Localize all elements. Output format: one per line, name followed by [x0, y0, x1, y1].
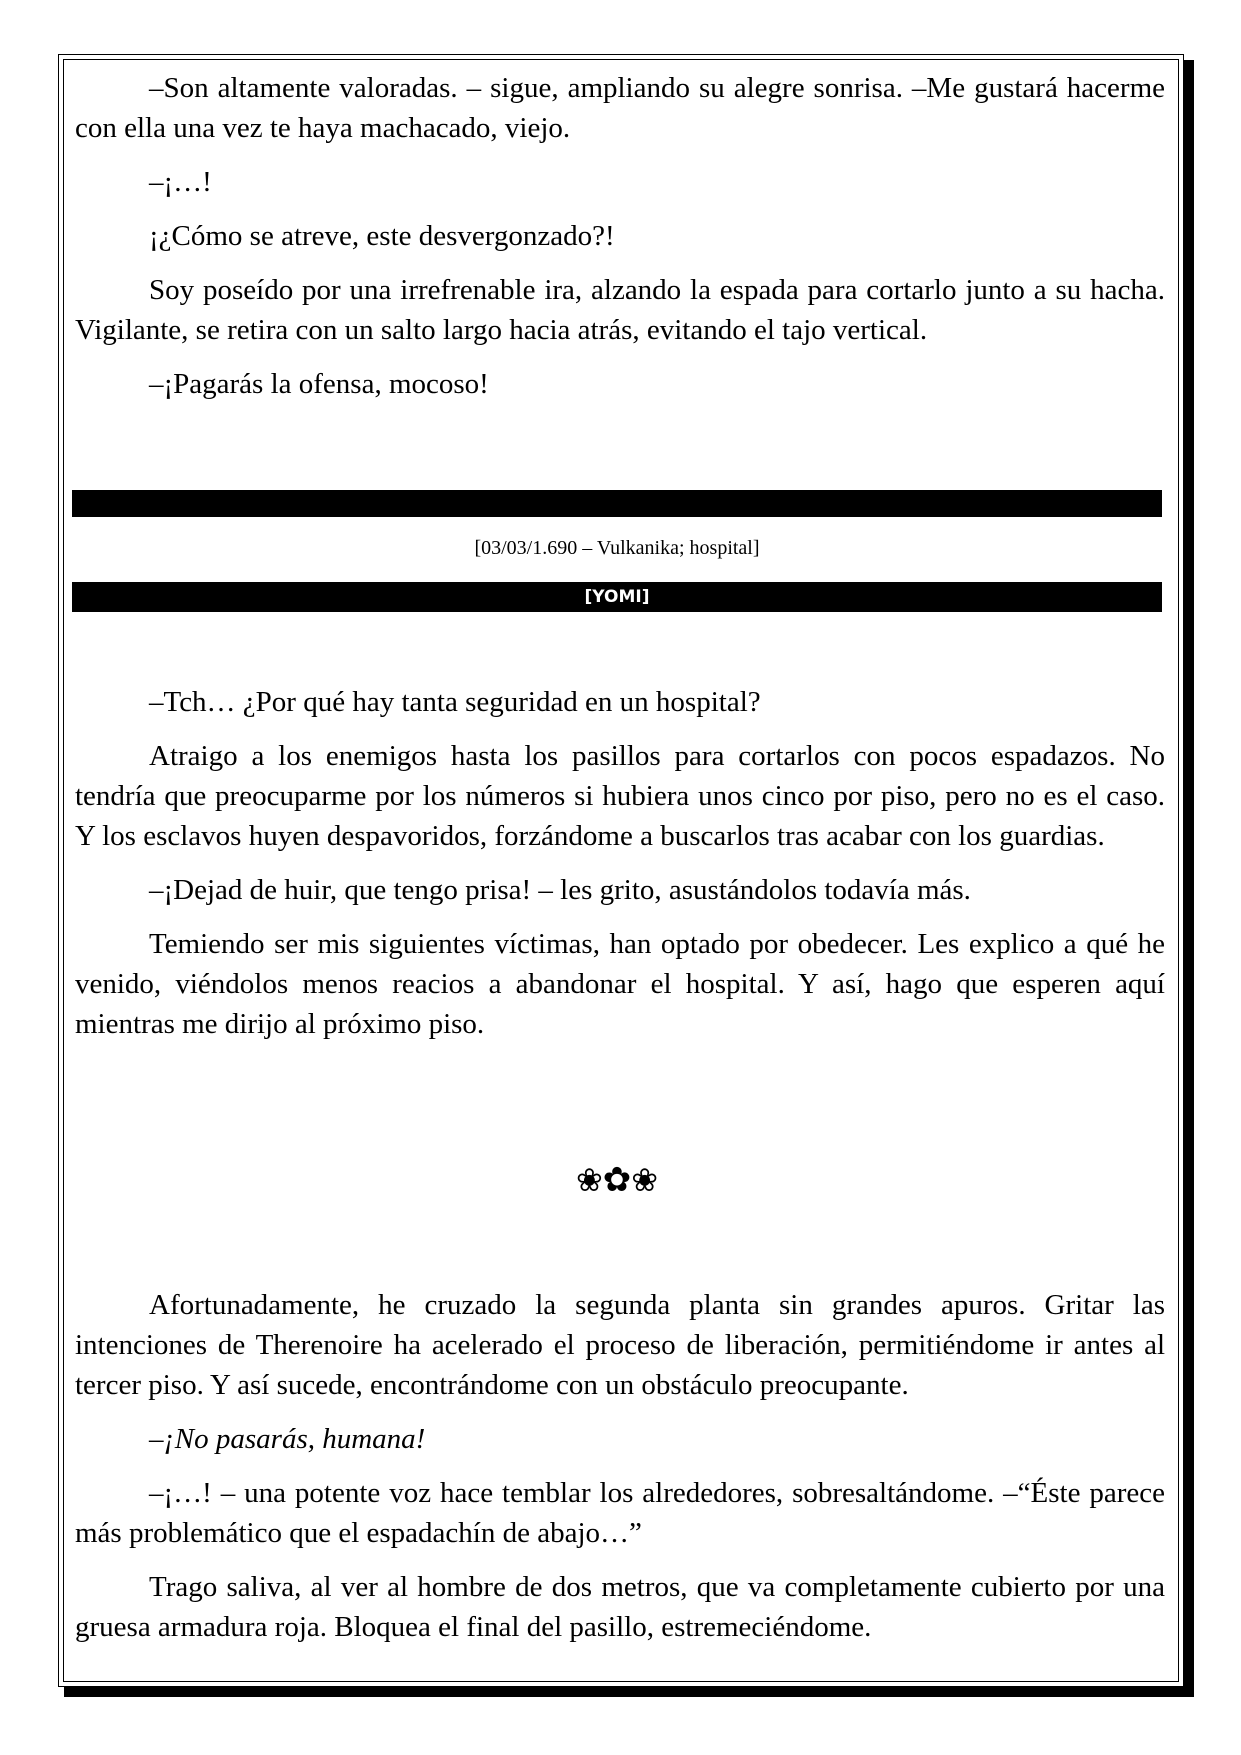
text-block-2 — [75, 682, 1165, 1044]
paragraph: –¡Dejad de huir, que tengo prisa! – les grito, asustándolos todavía más. — [149, 874, 971, 906]
paragraph: –¡Pagarás la ofensa, mocoso! — [149, 368, 489, 400]
paragraph: –Son altamente valoradas. – sigue, ampliando su alegre sonrisa. –Me gustará hacerme con ella una vez te haya machacado, viejo. — [75, 72, 1165, 144]
scene-divider-bar — [72, 490, 1162, 517]
paragraph: Afortunadamente, he cruzado la segunda planta sin grandes apuros. Gritar las intenciones de Therenoire ha acelerado el proceso de liberación, permitiéndome ir antes al tercer piso. Y así sucede, encontrándome con un obstáculo preocupante. — [75, 1289, 1165, 1401]
paragraph: Temiendo ser mis siguientes víctimas, han optado por obedecer. Les explico a qué he venido, viéndolos menos reacios a abandonar el hospital. Y así, hago que esperen aquí mientras me dirijo al próximo piso. — [75, 928, 1165, 1040]
scene-dateline: [03/03/1.690 – Vulkanika; hospital] — [474, 537, 760, 559]
paragraph: Soy poseído por una irrefrenable ira, alzando la espada para cortarlo junto a su hacha. Vigilante, se retira con un salto largo hacia atrás, evitando el tajo vertical. — [75, 274, 1165, 346]
paragraph: –¡…! — [149, 166, 212, 198]
paragraph: Atraigo a los enemigos hasta los pasillos para cortarlos con pocos espadazos. No tendría que preocuparme por los números si hubiera unos cinco por piso, pero no es el caso. Y los esclavos huyen despavoridos, forzándome a buscarlos tras acabar con los guardias. — [75, 740, 1165, 852]
pov-character-bar: [YOMI] — [72, 582, 1162, 612]
flower-outline-icon: ❀ — [575, 1161, 603, 1199]
paragraph-italic-dialogue: –¡No pasarás, humana! — [149, 1423, 426, 1455]
paragraph: –Tch… ¿Por qué hay tanta seguridad en un hospital? — [149, 686, 761, 718]
text-block-3 — [75, 1285, 1165, 1647]
section-break-ornament — [72, 1160, 1162, 1200]
text-block-1 — [75, 68, 1165, 404]
flower-filled-icon: ✿ — [602, 1160, 632, 1200]
paragraph: –¡…! – una potente voz hace temblar los alrededores, sobresaltándome. –“Éste parece más problemático que el espadachín de abajo…” — [75, 1477, 1165, 1549]
flower-outline-icon: ❀ — [631, 1161, 659, 1199]
paragraph: ¡¿Cómo se atreve, este desvergonzado?! — [149, 220, 615, 252]
paragraph: Trago saliva, al ver al hombre de dos metros, que va completamente cubierto por una gruesa armadura roja. Bloquea el final del pasillo, estremeciéndome. — [75, 1571, 1165, 1643]
